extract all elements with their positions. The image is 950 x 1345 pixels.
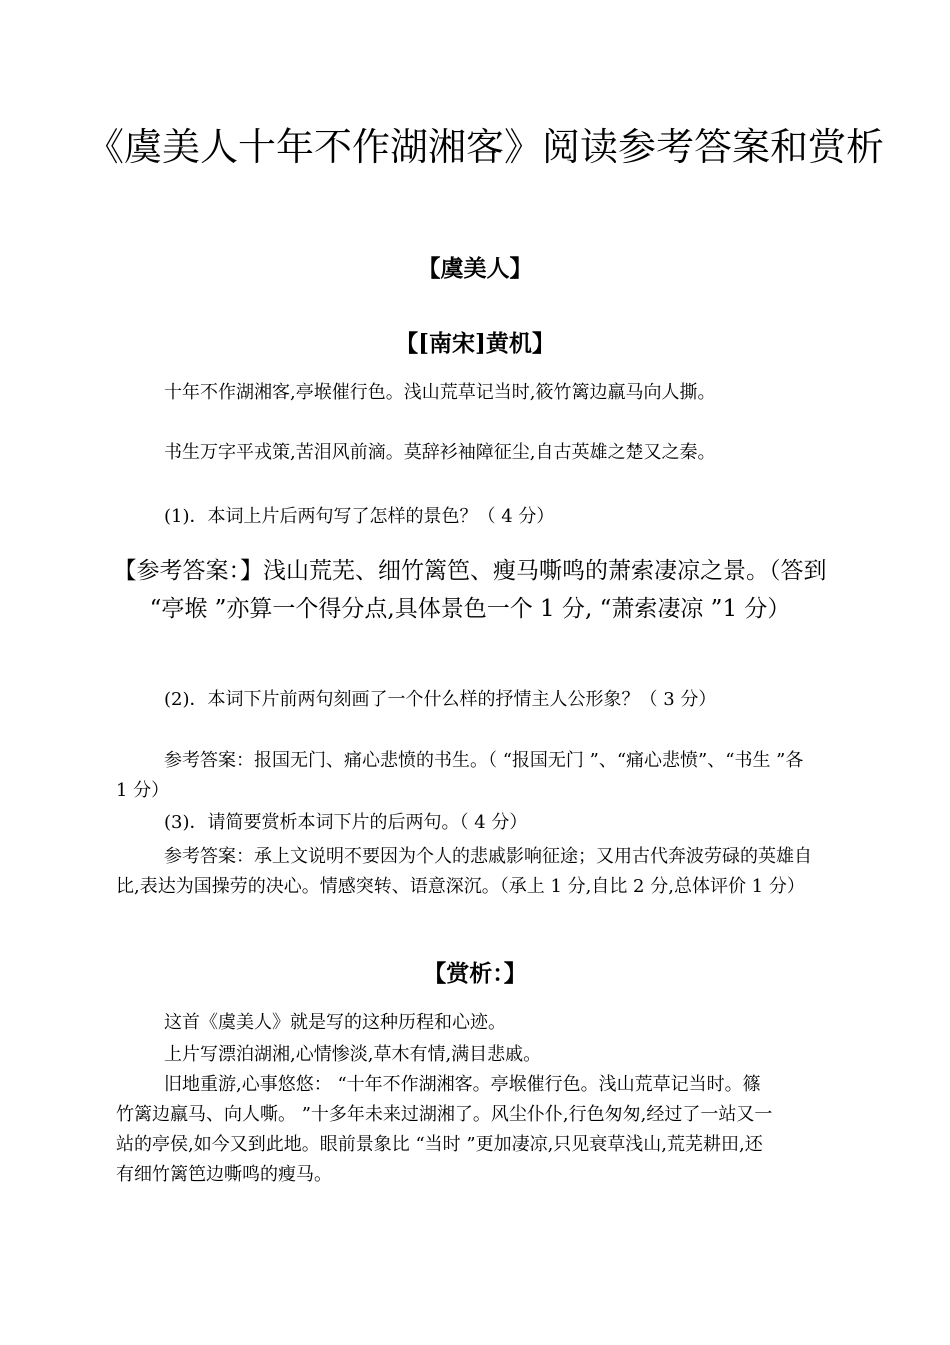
author-heading: 【[南宋]黄机】 [395, 330, 555, 357]
question-2-text: (2)．本词下片前两句刻画了一个什么样的抒情主人公形象？（ 3 分） [164, 689, 717, 710]
answer-3 [116, 842, 816, 902]
answer-2-text: 参考答案：报国无门、痛心悲愤的书生。（ “报国无门 ”、“痛心悲愤”、“书生 ”各 1 分） [116, 750, 804, 801]
answer-2 [116, 746, 816, 806]
poem-line-1-text: 十年不作湖湘客,亭堠催行色。浅山荒草记当时,筱竹篱边羸马向人撕。 [164, 382, 716, 403]
poem-heading: 【虞美人】 [417, 255, 533, 282]
document-title: 《虞美人十年不作湖湘客》阅读参考答案和赏析 [85, 125, 884, 169]
analysis-heading: 【赏析：】 [423, 960, 527, 987]
analysis-paragraph-2-text: 上片写漂泊湖湘,心情惨淡,草木有情,满目悲戚。 [164, 1044, 542, 1065]
analysis-paragraph-3-text: 旧地重游,心事悠悠： “十年不作湖湘客。亭堠催行色。浅山荒草记当时。篠竹篱边羸马、向人嘶。 ”十多年未来过湖湘了。风尘仆仆,行色匆匆,经过了一站又一站的亭侯,如今又到此地。眼前景象比 “当时 ”更加凄凉,只见衰草浅山,荒芜耕田,还有细竹篱笆边嘶鸣的瘦马。 [116, 1074, 773, 1185]
question-2 [116, 685, 816, 715]
poem-line-2 [116, 438, 756, 468]
answer-1: 【参考答案：】浅山荒芜、细竹篱笆、瘦马嘶鸣的萧索凄凉之景。（答到 “亭堠 ”亦算一个得分点,具体景色一个 1 分, “萧索凄凉 ”1 分） [113, 558, 827, 622]
question-1 [116, 502, 816, 532]
answer-3-text: 参考答案：承上文说明不要因为个人的悲戚影响征途；又用古代奔波劳碌的英雄自比,表达为国操劳的决心。情感突转、语意深沉。（承上 1 分,自比 2 分,总体评价 1 分） [116, 846, 812, 897]
question-3 [116, 808, 816, 838]
poem-line-1 [116, 378, 756, 408]
analysis-paragraph-1-text: 这首《虞美人》就是写的这种历程和心迹。 [164, 1012, 506, 1033]
analysis-paragraph-1 [116, 1008, 816, 1038]
question-1-text: (1)．本词上片后两句写了怎样的景色？（ 4 分） [164, 506, 555, 527]
analysis-paragraph-2 [116, 1040, 816, 1070]
poem-line-2-text: 书生万字平戎策,苦泪风前滴。莫辞衫袖障征尘,自古英雄之楚又之秦。 [164, 442, 716, 463]
analysis-paragraph-3 [116, 1070, 776, 1190]
question-3-text: (3)．请简要赏析本词下片的后两句。（ 4 分） [164, 812, 528, 833]
